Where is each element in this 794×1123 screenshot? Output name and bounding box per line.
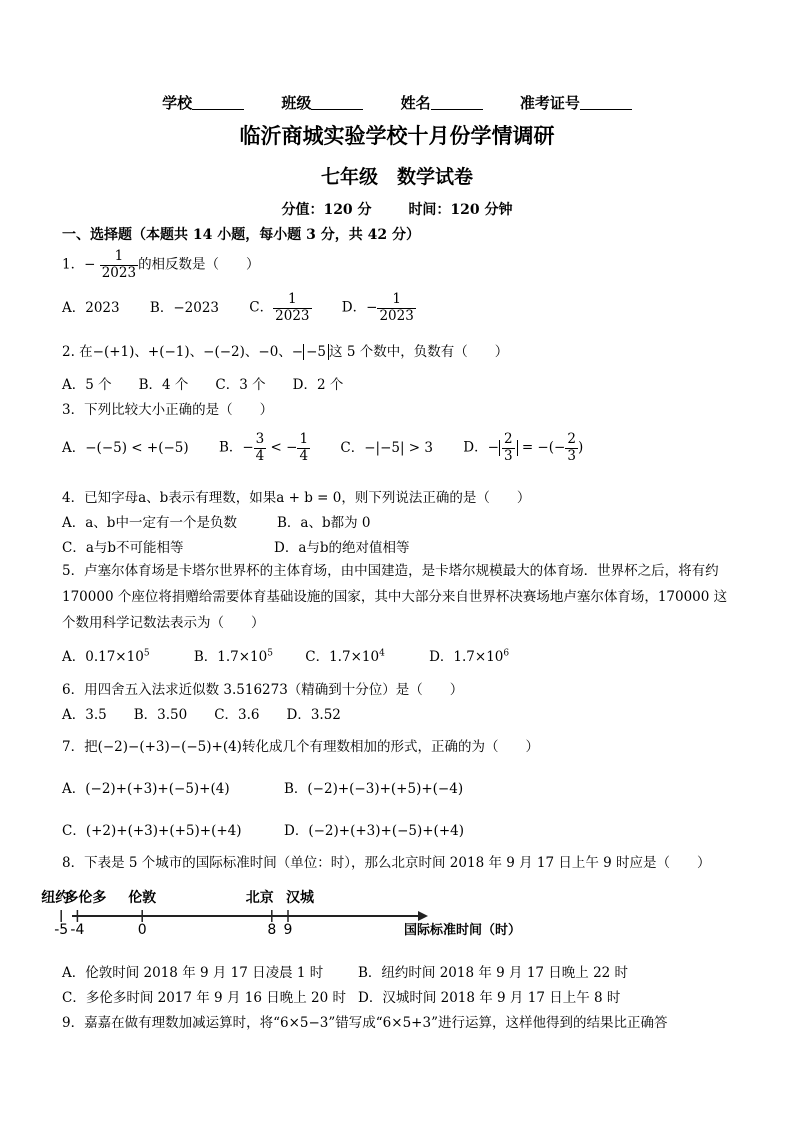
time-text: 时间：120 分钟 [408,202,513,218]
option-a: A．(−2)+(+3)+(−5)+(4) [62,781,230,797]
option-b: B．纽约时间 2018 年 9 月 17 日晚上 22 时 [358,965,629,981]
exam-subtitle: 七年级 数学试卷 [320,166,473,188]
city-label: 伦敦 [128,890,157,906]
option-a: A．$0.17\times 10^5$ [62,648,150,665]
option-d: D．(−2)+(+3)+(−5)+(+4) [284,823,464,839]
question-8-options-row1 [62,961,628,981]
option-d: D．− $\frac{1}{2023}$ [341,291,414,324]
exam-id-field: 准考证号 [520,92,632,113]
question-7-stem: 7．把(−2)−(+3)−(−5)+(4)转化成几个有理数相加的形式，正确的为（ ） [62,739,539,755]
question-2-stem: 2. 在−(+1)、+(−1)、−(−2)、−0、− −5 这 5 个数中，负数有（ ） [62,344,509,360]
question-7-options-row2 [62,819,464,839]
section-heading: 一、选择题（本题共 14 小题，每小题 3 分，共 42 分） [62,227,420,243]
axis-label: 国际标准时间（时） [404,923,522,938]
city-label: 多伦多 [64,890,107,906]
option-d: D．− $\frac{2}{3}$ = −(− $\frac{2}{3}$ ) [463,431,584,464]
question-2-options: A．5 个 B．4 个 C．3 个 D．2 个 [62,377,344,393]
tick-label: -5 [54,922,69,938]
option-c: C．多伦多时间 2017 年 9 月 16 日晚上 20 时 [62,990,346,1006]
tick-label: 0 [137,922,147,938]
class-field: 班级 [281,92,363,113]
absolute-value: −5 [303,344,329,360]
exam-title: 临沂商城实验学校十月份学情调研 [239,123,555,148]
question-6-options: A．3.5 B．3.50 C．3.6 D．3.52 [62,707,341,723]
question-5-options [62,645,535,665]
question-5-stem: 5．卢塞尔体育场是卡塔尔世界杯的主体育场，由中国建造，是卡塔尔规模最大的体育场．世界杯之后，将有约 170000 个座位将捐赠给需要体育基础设施的国家，其中大部分来自世界杯决赛场地卢塞尔体育场，170000 这个数用科学记数法表示为（ ） [62,563,728,631]
option-c: C．$1.7\times 10^4$ [305,648,385,665]
question-1-stem: 1．− $\frac{1}{2023}$ 的相反数是（ ） [62,248,260,281]
question-1-options [62,292,442,325]
time-zone-number-line [41,880,546,942]
question-8-options-row2 [62,986,620,1006]
score-text: 分值：120 分 [281,202,372,218]
question-9-stem: 9．嘉嘉在做有理数加减运算时，将“6×5−3”错写成“6×5+3”进行运算，这样他得到的结果比正确答 [62,1015,668,1031]
option-d: D．$1.7\times 10^6$ [429,648,510,665]
city-label: 汉城 [286,890,314,906]
city-label: 北京 [245,890,274,906]
option-c: C．a与b不可能相等 [62,540,184,556]
option-a: A．−(−5) < +(−5) [62,439,189,456]
option-d: D．a与b的绝对值相等 [274,540,410,556]
question-7-options-row1 [62,777,463,797]
option-b: B．− $\frac{3}{4}$ < − $\frac{1}{4}$ [218,431,309,464]
option-c: C．−|−5| > 3 [340,439,433,456]
question-6-stem: 6．用四舍五入法求近似数 3.516273（精确到十分位）是（ ） [62,682,464,698]
fraction: $\frac{1}{2023}$ [101,248,137,281]
question-3-options [62,432,609,464]
option-b: B．a、b都为 0 [277,515,371,531]
option-b: B．(−2)+(−3)+(+5)+(−4) [284,781,464,797]
option-d: D．汉城时间 2018 年 9 月 17 日上午 8 时 [358,990,621,1006]
option-a: A．伦敦时间 2018 年 9 月 17 日凌晨 1 时 [62,965,324,981]
option-a: A．a、b中一定有一个是负数 [62,515,237,531]
option-c: C． $\frac{1}{2023}$ [249,291,310,324]
option-a: A．2023 [62,300,120,316]
option-b: B．$1.7\times 10^5$ [193,648,273,665]
question-3-stem: 3．下列比较大小正确的是（ ） [62,402,274,418]
axis-arrow [418,911,428,921]
option-b: B．−2023 [149,300,219,316]
score-time-line [0,199,794,219]
student-info-fields [0,92,794,113]
question-8-stem: 8．下表是 5 个城市的国际标准时间（单位：时），那么北京时间 2018 年 9 月 17 日上午 9 时应是（ ） [62,855,711,871]
question-4-stem: 4．已知字母a、b表示有理数，如果a + b = 0，则下列说法正确的是（ ） [62,490,531,506]
tick-label: -4 [70,922,85,938]
city-label: 纽约 [41,890,70,906]
option-c: C．(+2)+(+3)+(+5)+(+4) [62,823,242,839]
question-4-options-row2 [62,536,410,556]
school-field: 学校 [162,92,244,113]
tick-label: 8 [267,922,277,938]
question-4-options-row1 [62,511,371,531]
name-field: 姓名 [401,92,483,113]
tick-label: 9 [283,922,293,938]
